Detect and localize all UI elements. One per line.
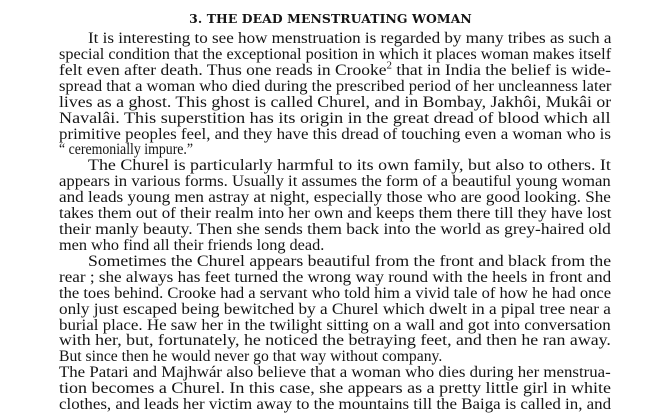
text-line	[59, 95, 611, 111]
line-text: Navalâi. This superstition has its origin in the great dread of blood which all	[59, 109, 611, 127]
line-text: Sometimes the Churel appears beautiful from the front and black from the	[88, 252, 612, 270]
line-text: primitive peoples feel, and they have this dread of touching even a woman who is	[59, 125, 611, 143]
line-text: only just escaped being bewitched by a Churel which dwelt in a pipal tree near a	[59, 300, 611, 318]
line-text: tion becomes a Churel. In this case, she appears as a pretty little girl in white	[59, 380, 611, 398]
line-text: felt even after death. Thus one reads in Crooke	[59, 61, 387, 79]
text-line	[59, 47, 611, 63]
text-line	[59, 79, 611, 95]
line-text: But since then he would never go that way without company.	[59, 348, 443, 366]
text-line	[59, 238, 324, 254]
line-text: appears in various forms. Usually it assumes the form of a beautiful young woman	[59, 173, 611, 191]
line-text: burial place. He saw her in the twilight sitting on a wall and got into conversation	[59, 316, 611, 334]
line-text: special condition that the exceptional position in which it places woman makes itself	[59, 45, 612, 63]
line-text: spread that a woman who died during the prescribed period of her uncleanness later	[59, 77, 612, 95]
text-line	[59, 127, 611, 143]
line-text: the toes behind. Crooke had a servant who told him a vivid tale of how he had once	[59, 284, 612, 302]
line-text-continued: that in India the belief is wide-	[391, 61, 611, 79]
text-line	[59, 397, 611, 413]
text-line	[59, 206, 611, 222]
text-line	[59, 174, 611, 190]
line-text: It is interesting to see how menstruation is regarded by many tribes as such a	[88, 30, 612, 47]
line-text: men who find all their friends long dead.	[59, 236, 325, 254]
line-text: their manly beauty. Then she sends them back into the world as grey-haired old	[59, 221, 611, 239]
line-text: The Patari and Majhwár also believe that a woman who dies during her menstrua-	[59, 364, 611, 382]
line-text: clothes, and leads her victim away to the mountains till the Baiga is called in, and	[59, 396, 612, 414]
text-line	[59, 142, 193, 158]
text-line	[59, 381, 611, 397]
text-line	[59, 190, 611, 206]
text-line	[59, 270, 611, 286]
footnote-marker: 2	[386, 60, 392, 72]
line-text: and leads young men astray at night, especially those who are good looking. She	[59, 189, 611, 207]
line-text: takes them out of their realm into her own and keeps them there till they have lost	[59, 205, 612, 223]
line-text: The Churel is particularly harmful to its own family, but also to others. It	[88, 157, 611, 175]
line-text: with her, but, fortunately, he noticed the betraying feet, and then he ran away.	[59, 332, 611, 350]
text-line	[59, 302, 611, 318]
text-line	[59, 333, 611, 349]
text-line	[59, 111, 611, 127]
text-line	[59, 60, 611, 79]
text-line	[59, 222, 611, 238]
line-text: lives as a ghost. This ghost is called Churel, and in Bombay, Jakhôi, Mukâi or	[59, 93, 612, 111]
text-line	[88, 158, 611, 174]
section-heading: 3. THE DEAD MENSTRUATING WOMAN	[189, 11, 472, 26]
text-line	[59, 286, 611, 302]
line-text: rear ; she always has feet turned the wrong way round with the heels in front and	[59, 268, 612, 286]
text-line	[88, 254, 611, 270]
text-line	[59, 318, 611, 334]
text-line	[59, 365, 611, 381]
text-line	[88, 31, 611, 47]
line-text: “ ceremonially impure.”	[59, 141, 194, 159]
text-line	[59, 349, 442, 365]
